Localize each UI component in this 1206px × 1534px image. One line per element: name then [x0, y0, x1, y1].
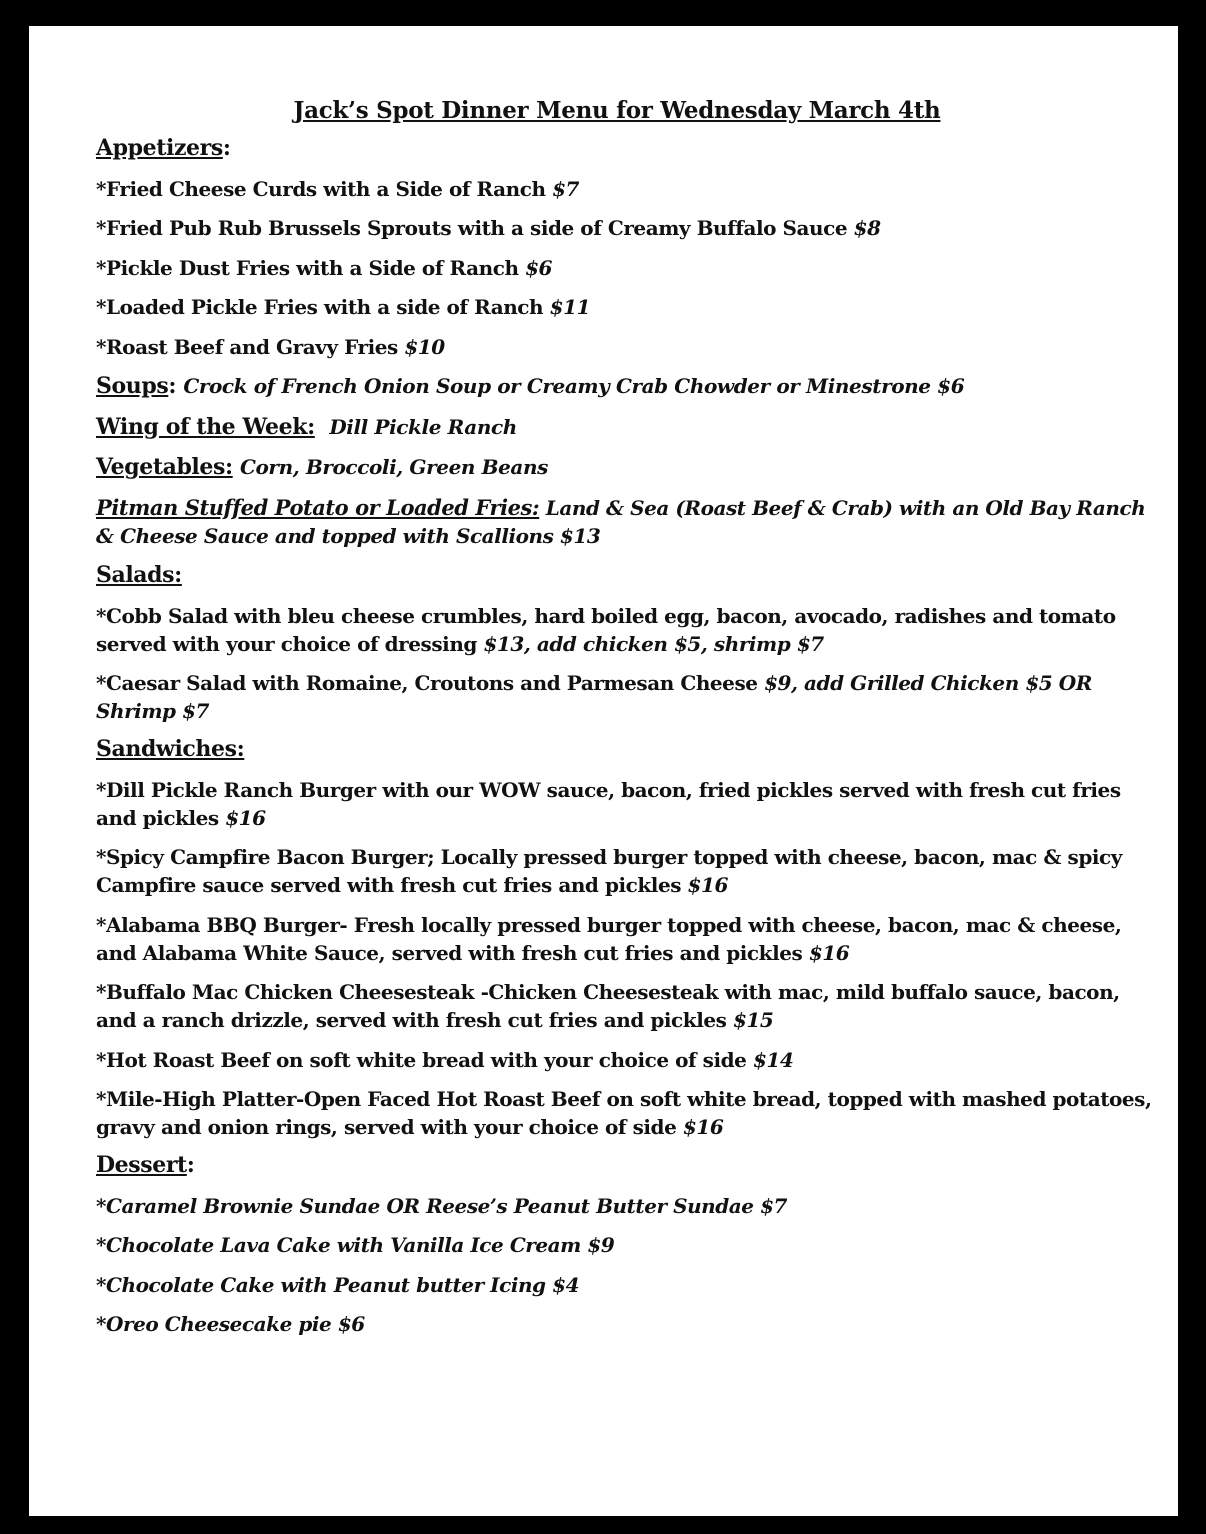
sandwich-item: *Dill Pickle Ranch Burger with our WOW sauce, bacon, fried pickles served with fresh cut fries and pickles $16 — [96, 777, 1121, 830]
appetizers-heading: Appetizers: — [96, 135, 231, 161]
appetizer-item: *Pickle Dust Fries with a Side of Ranch $6 — [96, 255, 552, 280]
appetizer-item: *Fried Cheese Curds with a Side of Ranch $7 — [96, 176, 580, 201]
dessert-heading: Dessert: — [96, 1152, 195, 1178]
sandwiches-heading: Sandwiches: — [96, 736, 245, 762]
dessert-item: *Chocolate Cake with Peanut butter Icing $4 — [96, 1272, 580, 1297]
wing-line: Wing of the Week: Dill Pickle Ranch — [96, 413, 517, 440]
dessert-item: *Chocolate Lava Cake with Vanilla Ice Cream $9 — [96, 1233, 615, 1257]
menu-page — [29, 26, 1178, 1516]
soups-line: Soups: Crock of French Onion Soup or Creamy Crab Chowder or Minestrone $6 — [96, 373, 965, 399]
vegetables-line: Vegetables: Corn, Broccoli, Green Beans — [96, 454, 548, 480]
dessert-item: *Caramel Brownie Sundae OR Reese’s Peanut Butter Sundae $7 — [96, 1193, 788, 1218]
salad-item: *Cobb Salad with bleu cheese crumbles, hard boiled egg, bacon, avocado, radishes and tomato served with your choice of dressing $13, add chicken $5, shrimp $7 — [96, 603, 1116, 656]
menu-content — [96, 96, 1156, 1338]
dessert-item: *Oreo Cheesecake pie $6 — [96, 1312, 365, 1336]
page-title: Jack’s Spot Dinner Menu for Wednesday March 4th — [293, 97, 941, 124]
appetizer-item: *Fried Pub Rub Brussels Sprouts with a side of Creamy Buffalo Sauce $8 — [96, 216, 881, 240]
appetizer-item: *Roast Beef and Gravy Fries $10 — [96, 334, 445, 359]
sandwich-item: *Buffalo Mac Chicken Cheesesteak -Chicken Cheesesteak with mac, mild buffalo sauce, bacon, and a ranch drizzle, served with fresh cut fries and pickles $15 — [96, 980, 1120, 1032]
sandwich-item: *Hot Roast Beef on soft white bread with your choice of side $14 — [96, 1047, 794, 1072]
sandwich-item: *Mile-High Platter-Open Faced Hot Roast Beef on soft white bread, topped with mashed potatoes, gravy and onion rings, served with your choice of side $16 — [96, 1087, 1152, 1139]
salads-heading: Salads: — [96, 562, 182, 588]
sandwich-item: *Spicy Campfire Bacon Burger; Locally pressed burger topped with cheese, bacon, mac & spicy Campfire sauce served with fresh cut fries and pickles $16 — [96, 845, 1122, 897]
potato-line: Pitman Stuffed Potato or Loaded Fries: Land & Sea (Roast Beef & Crab) with an Old Bay Ranch & Cheese Sauce and topped with Scallions $13 — [96, 494, 1146, 548]
salad-item: *Caesar Salad with Romaine, Croutons and Parmesan Cheese $9, add Grilled Chicken $5 OR Shrimp $7 — [96, 671, 1092, 723]
appetizer-item: *Loaded Pickle Fries with a side of Ranch $11 — [96, 295, 591, 319]
sandwich-item: *Alabama BBQ Burger- Fresh locally pressed burger topped with cheese, bacon, mac & cheese, and Alabama White Sauce, served with fresh cut fries and pickles $16 — [96, 912, 1122, 965]
